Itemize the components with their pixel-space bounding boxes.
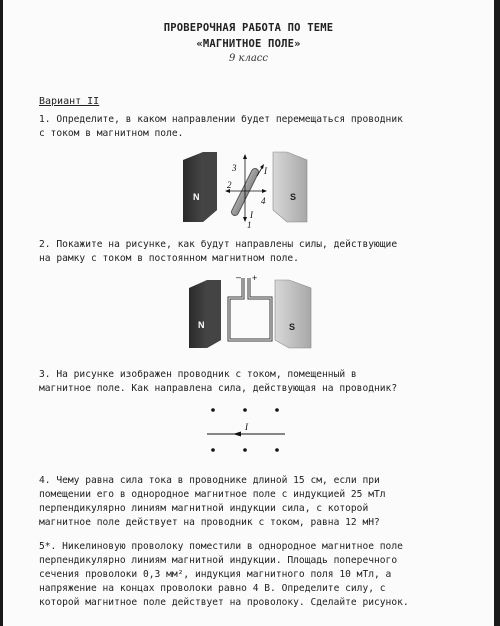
worksheet-title-line2: «МАГНИТНОЕ ПОЛЕ» bbox=[196, 38, 301, 50]
question-5-line: которой магнитное поле действует на проволоку. Сделайте рисунок. bbox=[39, 597, 409, 608]
minus-terminal-label: – bbox=[236, 272, 242, 282]
north-pole-label: N bbox=[198, 320, 205, 330]
current-arrow bbox=[233, 432, 241, 437]
field-dot bbox=[275, 448, 279, 452]
question-5-line: напряжение на концах проволоки равно 4 В. Определите силу, с bbox=[39, 583, 386, 594]
direction-label-4: 4 bbox=[261, 196, 266, 206]
question-4 bbox=[39, 474, 461, 530]
worksheet-title-line1: ПРОВЕРОЧНАЯ РАБОТА ПО ТЕМЕ bbox=[163, 22, 334, 34]
plus-terminal-label: + bbox=[252, 273, 258, 283]
grade-label: 9 класс bbox=[228, 53, 269, 64]
current-label: I bbox=[245, 422, 248, 432]
south-pole-block bbox=[273, 152, 307, 222]
field-dot bbox=[275, 408, 279, 412]
question-3-line: 3. На рисунке изображен проводник с током, помещенный в bbox=[39, 369, 357, 380]
south-pole-block bbox=[275, 280, 311, 348]
current-label-top: I bbox=[264, 166, 267, 176]
question-5 bbox=[39, 540, 461, 610]
figure-1-magnet-conductor bbox=[173, 150, 318, 230]
south-pole-label: S bbox=[289, 322, 296, 332]
field-dot bbox=[243, 448, 247, 452]
field-dot bbox=[211, 408, 215, 412]
question-2 bbox=[39, 238, 461, 266]
question-1-line: 1. Определите, в каком направлении будет перемещаться проводник bbox=[39, 114, 403, 125]
current-label-bottom: I bbox=[250, 210, 253, 220]
variant-heading: Вариант II bbox=[39, 96, 100, 107]
worksheet-page bbox=[3, 0, 494, 626]
field-dot bbox=[243, 408, 247, 412]
question-4-line: 4. Чему равна сила тока в проводнике длиной 15 см, если при bbox=[39, 475, 380, 486]
question-1-line: с током в магнитном поле. bbox=[39, 128, 184, 139]
figure-2-current-frame bbox=[187, 272, 315, 352]
field-dot bbox=[211, 448, 215, 452]
direction-label-1: 1 bbox=[247, 220, 252, 230]
direction-label-3: 3 bbox=[232, 163, 237, 173]
question-5-line: сечения проволоки 0,3 мм², индукция магнитного поля 10 мТл, а bbox=[39, 569, 392, 580]
question-3-line: магнитное поле. Как направлена сила, действующая на проводник? bbox=[39, 383, 398, 394]
direction-label-2: 2 bbox=[227, 180, 232, 190]
question-4-line: перпендикулярно линиям магнитной индукции сила, с которой bbox=[39, 503, 369, 514]
question-5-line: перпендикулярно линиям магнитной индукции. Площадь поперечного bbox=[39, 555, 398, 566]
question-2-line: 2. Покажите на рисунке, как будут направлены силы, действующие bbox=[39, 239, 398, 250]
current-frame bbox=[229, 278, 271, 340]
north-pole-label: N bbox=[193, 192, 200, 202]
question-3 bbox=[39, 368, 461, 396]
question-2-line: на рамку с током в постоянном магнитном поле. bbox=[39, 253, 299, 264]
question-5-line: 5*. Никелиновую проволоку поместили в однородное магнитное поле bbox=[39, 541, 403, 552]
question-4-line: помещении его в однородное магнитное поле с индукцией 25 мТл bbox=[39, 489, 386, 500]
figure-3-conductor-in-field bbox=[199, 398, 299, 458]
south-pole-label: S bbox=[290, 192, 297, 202]
question-1 bbox=[39, 113, 461, 141]
question-4-line: магнитное поле действует на проводник с током, равна 12 мН? bbox=[39, 517, 380, 528]
